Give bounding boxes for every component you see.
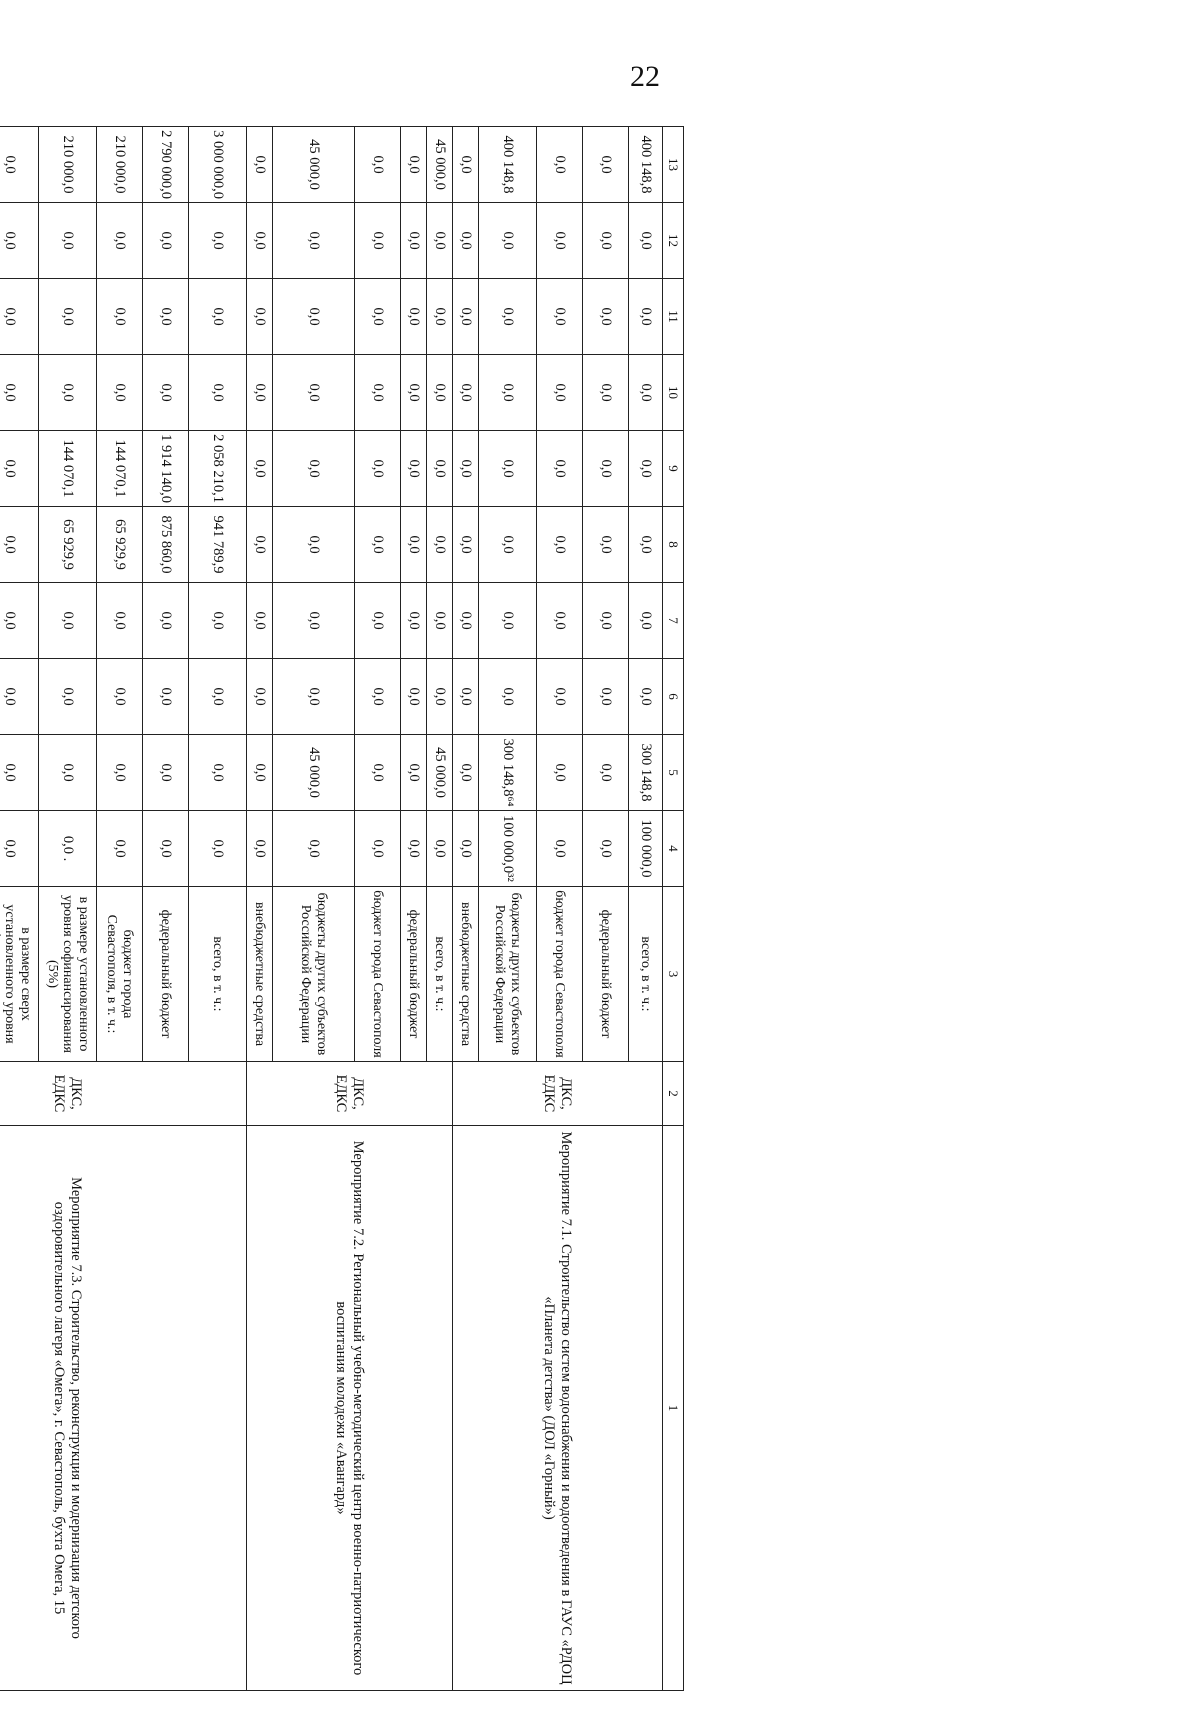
- amount-cell: 45 000,0: [427, 735, 453, 811]
- amount-cell: 210 000,0: [39, 127, 97, 203]
- amount-cell: 0,0: [583, 583, 629, 659]
- amount-cell: 0,0: [537, 583, 583, 659]
- amount-cell: 0,0: [247, 355, 273, 431]
- amount-cell: 0,0: [0, 659, 39, 735]
- amount-cell: 0,0: [247, 811, 273, 887]
- amount-cell: 0,0: [355, 507, 401, 583]
- amount-cell: 0,0: [355, 583, 401, 659]
- amount-cell: 0,0: [189, 279, 247, 355]
- amount-cell: 0,0: [97, 355, 143, 431]
- amount-cell: 0,0: [629, 203, 663, 279]
- amount-cell: 0,0: [355, 279, 401, 355]
- funding-source-cell: бюджет города Севастополя: [537, 887, 583, 1062]
- column-number-10: 10: [663, 355, 684, 431]
- amount-cell: 0,0: [247, 127, 273, 203]
- column-number-12: 12: [663, 203, 684, 279]
- amount-cell: 0,0: [273, 811, 355, 887]
- amount-cell: 300 148,8⁶⁴: [479, 735, 537, 811]
- amount-cell: 45 000,0: [427, 127, 453, 203]
- amount-cell: 941 789,9: [189, 507, 247, 583]
- amount-cell: 0,0: [537, 507, 583, 583]
- amount-cell: 210 000,0: [97, 127, 143, 203]
- amount-cell: 0,0: [479, 355, 537, 431]
- amount-cell: 0,0: [453, 279, 479, 355]
- column-number-13: 13: [663, 127, 684, 203]
- amount-cell: 0,0: [427, 583, 453, 659]
- page-number: 22: [630, 60, 660, 93]
- amount-cell: 0,0: [273, 659, 355, 735]
- amount-cell: 0,0: [453, 203, 479, 279]
- funding-source-cell: бюджет города Севастополя, в т. ч.:: [97, 887, 143, 1062]
- amount-cell: 0,0: [355, 659, 401, 735]
- amount-cell: 0,0: [97, 659, 143, 735]
- amount-cell: 0,0: [0, 583, 39, 659]
- amount-cell: 0,0: [189, 203, 247, 279]
- amount-cell: 0,0: [427, 431, 453, 507]
- funding-source-cell: внебюджетные средства: [247, 887, 273, 1062]
- amount-cell: 0,0: [453, 735, 479, 811]
- funding-source-cell: внебюджетные средства: [453, 887, 479, 1062]
- amount-cell: 0,0: [97, 583, 143, 659]
- amount-cell: 0,0: [0, 811, 39, 887]
- amount-cell: 0,0: [247, 203, 273, 279]
- budget-table: [0, 126, 684, 1691]
- amount-cell: 0,0: [189, 355, 247, 431]
- amount-cell: 0,0: [427, 811, 453, 887]
- amount-cell: 0,0: [537, 355, 583, 431]
- column-number-7: 7: [663, 583, 684, 659]
- amount-cell: 875 860,0: [143, 507, 189, 583]
- amount-cell: 0,0: [143, 279, 189, 355]
- amount-cell: 0,0: [629, 507, 663, 583]
- amount-cell: 0,0: [0, 127, 39, 203]
- amount-cell: 0,0: [39, 203, 97, 279]
- amount-cell: 0,0: [537, 431, 583, 507]
- budget-table-wrapper: [0, 126, 684, 1690]
- amount-cell: 0,0: [143, 811, 189, 887]
- funding-source-cell: в размере сверх установленного уровня: [0, 887, 39, 1062]
- amount-cell: 100 000,0³²: [479, 811, 537, 887]
- amount-cell: 0,0: [401, 431, 427, 507]
- amount-cell: 0,0: [401, 735, 427, 811]
- amount-cell: 0,0: [401, 659, 427, 735]
- amount-cell: 0,0: [0, 279, 39, 355]
- amount-cell: 0,0: [479, 279, 537, 355]
- amount-cell: 0,0: [427, 355, 453, 431]
- amount-cell: 0,0: [401, 507, 427, 583]
- amount-cell: 100 000,0: [629, 811, 663, 887]
- amount-cell: 0,0: [247, 659, 273, 735]
- amount-cell: 0,0: [143, 203, 189, 279]
- amount-cell: 0,0: [97, 811, 143, 887]
- amount-cell: 0,0: [247, 583, 273, 659]
- amount-cell: 0,0 .: [39, 811, 97, 887]
- amount-cell: 0,0: [355, 355, 401, 431]
- funding-source-cell: федеральный бюджет: [143, 887, 189, 1062]
- column-number-2: 2: [663, 1062, 684, 1126]
- amount-cell: 0,0: [189, 811, 247, 887]
- amount-cell: 0,0: [247, 507, 273, 583]
- amount-cell: 0,0: [143, 735, 189, 811]
- amount-cell: 0,0: [537, 735, 583, 811]
- amount-cell: 0,0: [427, 507, 453, 583]
- amount-cell: 0,0: [0, 507, 39, 583]
- column-number-row: [663, 127, 684, 1691]
- column-number-3: 3: [663, 887, 684, 1062]
- amount-cell: 0,0: [0, 203, 39, 279]
- executor-cell: ДКС, ЕДКС: [453, 1062, 663, 1126]
- amount-cell: 0,0: [479, 507, 537, 583]
- amount-cell: 0,0: [453, 811, 479, 887]
- amount-cell: 0,0: [39, 735, 97, 811]
- funding-source-cell: бюджеты других субъектов Российской Федерации: [479, 887, 537, 1062]
- amount-cell: 0,0: [583, 431, 629, 507]
- amount-cell: 0,0: [189, 659, 247, 735]
- amount-cell: 0,0: [401, 127, 427, 203]
- amount-cell: 0,0: [629, 583, 663, 659]
- amount-cell: 0,0: [583, 127, 629, 203]
- amount-cell: 0,0: [143, 659, 189, 735]
- amount-cell: 0,0: [583, 735, 629, 811]
- amount-cell: 0,0: [583, 203, 629, 279]
- amount-cell: 0,0: [97, 279, 143, 355]
- amount-cell: 0,0: [401, 355, 427, 431]
- amount-cell: 0,0: [583, 811, 629, 887]
- amount-cell: 0,0: [583, 659, 629, 735]
- amount-cell: 0,0: [247, 735, 273, 811]
- amount-cell: 0,0: [401, 279, 427, 355]
- executor-cell: ДКС, ЕДКС: [247, 1062, 453, 1126]
- amount-cell: 0,0: [401, 583, 427, 659]
- table-row: [427, 127, 453, 1691]
- amount-cell: 0,0: [479, 659, 537, 735]
- column-number-4: 4: [663, 811, 684, 887]
- amount-cell: 0,0: [401, 811, 427, 887]
- amount-cell: 0,0: [0, 735, 39, 811]
- amount-cell: 0,0: [583, 507, 629, 583]
- amount-cell: 300 148,8: [629, 735, 663, 811]
- funding-source-cell: всего, в т. ч.:: [189, 887, 247, 1062]
- amount-cell: 0,0: [39, 659, 97, 735]
- amount-cell: 0,0: [273, 507, 355, 583]
- funding-source-cell: бюджет города Севастополя: [355, 887, 401, 1062]
- table-body: [0, 127, 663, 1691]
- column-number-11: 11: [663, 279, 684, 355]
- measure-title-cell: Мероприятие 7.2. Региональный учебно-методический центр военно-патриотического воспитания молодежи «Авангард»: [247, 1126, 453, 1691]
- amount-cell: 0,0: [0, 431, 39, 507]
- amount-cell: 2 058 210,1: [189, 431, 247, 507]
- measure-title-cell: Мероприятие 7.1. Строительство систем водоснабжения и водоотведения в ГАУС «РДОЦ «Планета детства» (ДОЛ «Горный»): [453, 1126, 663, 1691]
- amount-cell: 0,0: [273, 355, 355, 431]
- funding-source-cell: федеральный бюджет: [401, 887, 427, 1062]
- amount-cell: 0,0: [355, 431, 401, 507]
- amount-cell: 0,0: [453, 507, 479, 583]
- amount-cell: 0,0: [247, 279, 273, 355]
- amount-cell: 0,0: [355, 735, 401, 811]
- column-number-5: 5: [663, 735, 684, 811]
- funding-source-cell: всего, в т. ч.:: [427, 887, 453, 1062]
- funding-source-cell: федеральный бюджет: [583, 887, 629, 1062]
- amount-cell: 0,0: [247, 431, 273, 507]
- column-number-6: 6: [663, 659, 684, 735]
- amount-cell: 0,0: [537, 127, 583, 203]
- amount-cell: 0,0: [479, 431, 537, 507]
- amount-cell: 65 929,9: [39, 507, 97, 583]
- amount-cell: 0,0: [479, 203, 537, 279]
- amount-cell: 0,0: [143, 583, 189, 659]
- amount-cell: 0,0: [629, 659, 663, 735]
- amount-cell: 0,0: [629, 431, 663, 507]
- amount-cell: 2 790 000,0: [143, 127, 189, 203]
- amount-cell: 3 000 000,0: [189, 127, 247, 203]
- amount-cell: 0,0: [453, 583, 479, 659]
- amount-cell: 0,0: [39, 279, 97, 355]
- amount-cell: 0,0: [453, 431, 479, 507]
- amount-cell: 45 000,0: [273, 127, 355, 203]
- amount-cell: 0,0: [273, 279, 355, 355]
- amount-cell: 0,0: [537, 659, 583, 735]
- amount-cell: 0,0: [189, 735, 247, 811]
- table-row: [629, 127, 663, 1691]
- amount-cell: 0,0: [97, 203, 143, 279]
- amount-cell: 1 914 140,0: [143, 431, 189, 507]
- column-number-9: 9: [663, 431, 684, 507]
- amount-cell: 0,0: [537, 811, 583, 887]
- amount-cell: 0,0: [355, 203, 401, 279]
- amount-cell: 0,0: [401, 203, 427, 279]
- amount-cell: 0,0: [97, 735, 143, 811]
- amount-cell: 0,0: [537, 279, 583, 355]
- amount-cell: 0,0: [427, 203, 453, 279]
- amount-cell: 0,0: [453, 659, 479, 735]
- amount-cell: 0,0: [583, 279, 629, 355]
- amount-cell: 0,0: [583, 355, 629, 431]
- amount-cell: 400 148,8: [629, 127, 663, 203]
- funding-source-cell: в размере установленного уровня софинансирования (5%): [39, 887, 97, 1062]
- amount-cell: 0,0: [629, 355, 663, 431]
- amount-cell: 0,0: [427, 279, 453, 355]
- table-row: [189, 127, 247, 1691]
- amount-cell: 0,0: [39, 583, 97, 659]
- amount-cell: 0,0: [479, 583, 537, 659]
- amount-cell: 0,0: [189, 583, 247, 659]
- amount-cell: 65 929,9: [97, 507, 143, 583]
- amount-cell: 0,0: [143, 355, 189, 431]
- amount-cell: 0,0: [427, 659, 453, 735]
- amount-cell: 144 070,1: [97, 431, 143, 507]
- amount-cell: 0,0: [453, 355, 479, 431]
- amount-cell: 0,0: [355, 127, 401, 203]
- measure-title-cell: Мероприятие 7.3. Строительство, реконструкция и модернизация детского оздоровительного лагеря «Омега», г. Севастополь, бухта Омега, 15: [0, 1126, 247, 1691]
- amount-cell: 0,0: [537, 203, 583, 279]
- amount-cell: 144 070,1: [39, 431, 97, 507]
- amount-cell: 0,0: [273, 203, 355, 279]
- funding-source-cell: всего, в т. ч.:: [629, 887, 663, 1062]
- amount-cell: 400 148,8: [479, 127, 537, 203]
- executor-cell: ДКС, ЕДКС: [0, 1062, 247, 1126]
- amount-cell: 0,0: [355, 811, 401, 887]
- funding-source-cell: бюджеты других субъектов Российской Федерации: [273, 887, 355, 1062]
- amount-cell: 0,0: [273, 583, 355, 659]
- amount-cell: 0,0: [453, 127, 479, 203]
- column-number-1: 1: [663, 1126, 684, 1691]
- amount-cell: 0,0: [273, 431, 355, 507]
- amount-cell: 0,0: [629, 279, 663, 355]
- amount-cell: 45 000,0: [273, 735, 355, 811]
- amount-cell: 0,0: [39, 355, 97, 431]
- column-number-8: 8: [663, 507, 684, 583]
- amount-cell: 0,0: [0, 355, 39, 431]
